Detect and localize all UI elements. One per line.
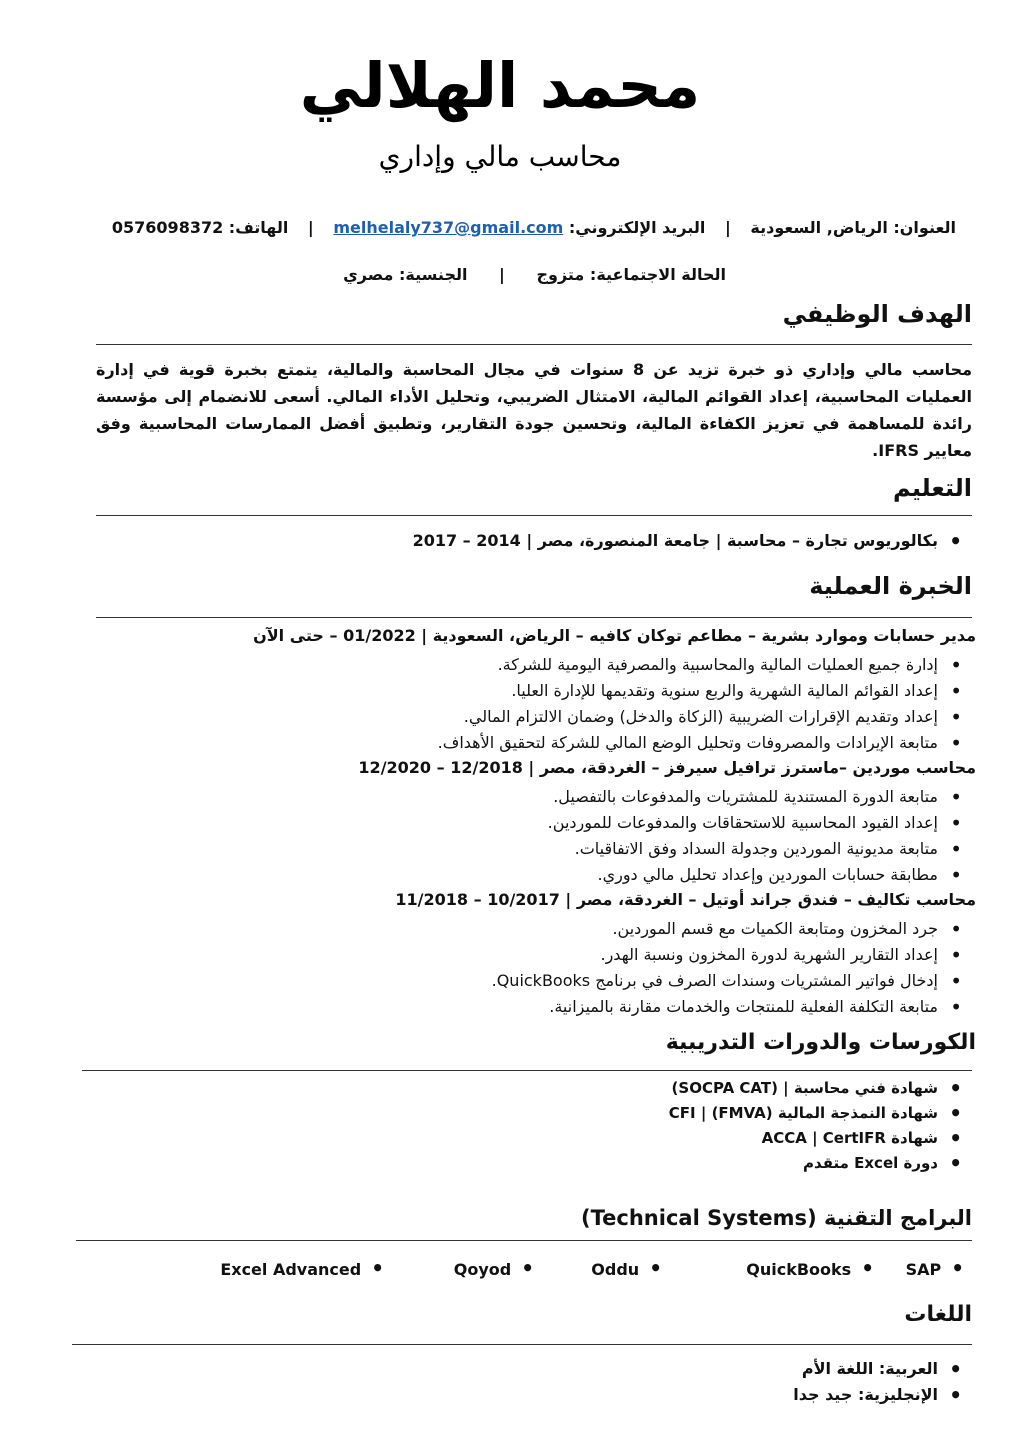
software-item — [591, 1256, 662, 1280]
languages-heading: اللغات — [904, 1302, 972, 1327]
course-item: • شهادة النمذجة المالية (FMVA) | CFI — [669, 1101, 968, 1126]
job-heading: محاسب موردين –ماسترز ترافيل سيرفز – الغردقة، مصر | 12/2018 – 12/2020 — [358, 758, 976, 777]
bullet-icon: • — [371, 1256, 384, 1280]
objective-heading: الهدف الوظيفي — [782, 300, 972, 328]
contact-separator: | — [724, 218, 731, 237]
software-item — [220, 1256, 384, 1280]
experience-divider — [96, 617, 972, 618]
education-divider — [96, 515, 972, 516]
languages-list — [793, 1356, 968, 1408]
job-task: • إعداد القوائم المالية الشهرية والربع سنوية وتقديمها للإدارة العليا. — [438, 678, 968, 704]
job-title: محاسب مالي وإداري — [378, 140, 622, 173]
language-item: • العربية: اللغة الأم — [793, 1356, 968, 1382]
job-heading: محاسب تكاليف – فندق جراند أوتيل – الغردقة، مصر | 10/2017 – 11/2018 — [395, 890, 976, 909]
language-item: • الإنجليزية: جيد جدا — [793, 1382, 968, 1408]
course-item: • شهادة ACCA | CertIFR — [669, 1126, 968, 1151]
objective-divider — [96, 344, 972, 345]
software-heading: البرامج التقنية (Technical Systems) — [581, 1206, 972, 1230]
phone-value: 0576098372 — [111, 218, 224, 237]
bullet-icon: • — [521, 1256, 534, 1280]
nationality-value: مصري — [343, 265, 394, 284]
job-tasks — [492, 916, 968, 1020]
languages-divider — [72, 1344, 972, 1345]
email-link[interactable]: melhelaly737@gmail.com — [333, 218, 564, 237]
contact-separator: | — [307, 218, 314, 237]
bullet-icon: • — [861, 1256, 874, 1280]
job-task: • متابعة التكلفة الفعلية للمنتجات والخدمات مقارنة بالميزانية. — [492, 994, 968, 1020]
job-tasks — [438, 652, 968, 756]
software-item — [746, 1256, 874, 1280]
job-task: • إعداد وتقديم الإقرارات الضريبية (الزكاة والدخل) وضمان الالتزام المالي. — [438, 704, 968, 730]
education-list — [413, 528, 968, 554]
course-item: • شهادة فني محاسبة | (SOCPA CAT) — [669, 1076, 968, 1101]
courses-divider — [82, 1070, 972, 1071]
job-task: • إعداد القيود المحاسبية للاستحقاقات والمدفوعات للموردين. — [548, 810, 968, 836]
software-item-label: Qoyod — [453, 1260, 512, 1279]
phone-label: الهاتف: — [228, 218, 289, 237]
job-task: • متابعة الدورة المستندية للمشتريات والمدفوعات بالتفصيل. — [548, 784, 968, 810]
job-tasks — [548, 784, 968, 888]
objective-text: محاسب مالي وإداري ذو خبرة تزيد عن 8 سنوات في مجال المحاسبة والمالية، يتمتع بخبرة قوية في إدارة العمليات المحاسبية، إعداد القوائم المالية، الامتثال الضريبي، وتحليل الأداء المالي. أسعى للانضمام إلى مؤسسة رائدة للمساهمة في تعزيز الكفاءة المالية، وتحسين جودة التقارير، وتطبيق أفضل الممارسات المحاسبية وفق معايير IFRS. — [96, 360, 973, 460]
software-item-label: Oddu — [591, 1260, 640, 1279]
software-item-label: Excel Advanced — [220, 1260, 362, 1279]
personal-status-line — [343, 265, 726, 284]
software-item-label: QuickBooks — [746, 1260, 852, 1279]
job-task: • إعداد التقارير الشهرية لدورة المخزون ونسبة الهدر. — [492, 942, 968, 968]
software-item-label: SAP — [905, 1260, 942, 1279]
experience-heading: الخبرة العملية — [809, 572, 972, 600]
address-label: العنوان: — [893, 218, 956, 237]
job-task: • متابعة الإيرادات والمصروفات وتحليل الوضع المالي للشركة لتحقيق الأهداف. — [438, 730, 968, 756]
job-task: • مطابقة حسابات الموردين وإعداد تحليل مالي دوري. — [548, 862, 968, 888]
job-task: • متابعة مديونية الموردين وجدولة السداد وفق الاتفاقيات. — [548, 836, 968, 862]
software-divider — [76, 1240, 972, 1241]
course-item: • دورة Excel متقدم — [669, 1151, 968, 1176]
email-label: البريد الإلكتروني: — [568, 218, 706, 237]
candidate-name: محمد الهلالي — [299, 49, 701, 122]
courses-heading: الكورسات والدورات التدريبية — [665, 1030, 976, 1055]
software-item — [906, 1256, 964, 1280]
status-separator: | — [499, 265, 505, 284]
job-heading: مدير حسابات وموارد بشرية – مطاعم توكان كافيه – الرياض، السعودية | 01/2022 – حتى الآن — [253, 626, 976, 645]
education-heading: التعليم — [893, 474, 972, 502]
courses-list — [669, 1076, 968, 1176]
address-value: الرياض, السعودية — [750, 218, 888, 237]
job-task: • جرد المخزون ومتابعة الكميات مع قسم الموردين. — [492, 916, 968, 942]
nationality-label: الجنسية: — [399, 265, 468, 284]
software-item — [454, 1256, 534, 1280]
job-task: • إدارة جميع العمليات المالية والمحاسبية والمصرفية اليومية للشركة. — [438, 652, 968, 678]
bullet-icon: • — [951, 1256, 964, 1280]
contact-line — [112, 218, 956, 237]
education-item: • بكالوريوس تجارة – محاسبة | جامعة المنصورة، مصر | 2014 – 2017 — [413, 528, 968, 554]
marital-label: الحالة الاجتماعية: — [589, 265, 726, 284]
marital-value: متزوج — [536, 265, 585, 284]
bullet-icon: • — [649, 1256, 662, 1280]
job-task: • إدخال فواتير المشتريات وسندات الصرف في برنامج QuickBooks. — [492, 968, 968, 994]
